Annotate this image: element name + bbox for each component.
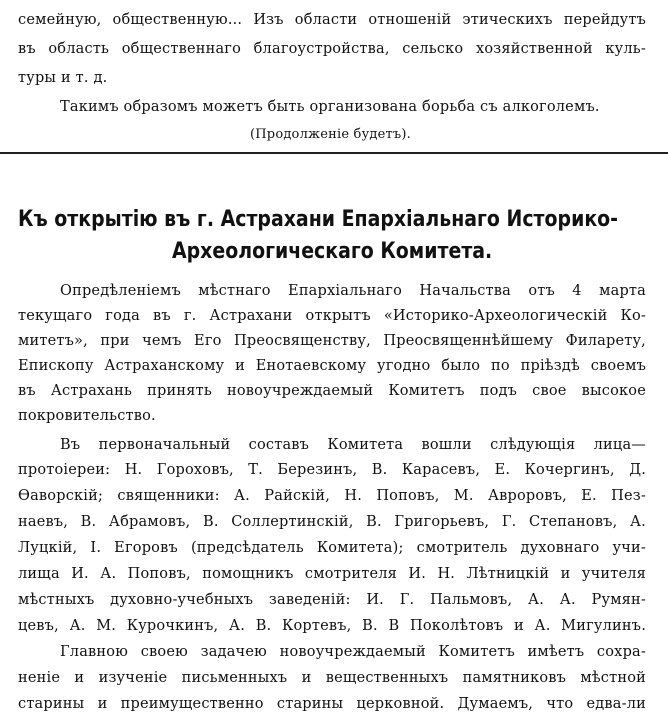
paragraph-line: Опредѣленіемъ мѣстнаго Епархіальнаго Начальства отъ 4 марта: [60, 283, 646, 299]
article-title-line-1: Къ открытію въ г. Астрахани Епархіальнаго Историко-: [18, 207, 619, 232]
paragraph-line: мѣстныхъ духовно-учебныхъ заведеній: И. Г. Пальмовъ, А. А. Румян-: [18, 592, 646, 608]
paragraph-line: неніе и изученіе письменныхъ и вещественныхъ памятниковъ мѣстной: [18, 670, 646, 686]
paragraph-line: Ѳаворскій; священники: А. Райскій, Н. Поповъ, М. Авроровъ, Е. Пез-: [18, 488, 646, 504]
paragraph-line: митетъ», при чемъ Его Преосвященству, Преосвященнѣйшему Филарету,: [18, 333, 646, 349]
paragraph-line: лища И. А. Поповъ, помощникъ смотрителя И. Н. Лѣтницкій и учителя: [18, 566, 646, 582]
text-line: туры и т. д.: [18, 70, 108, 86]
paragraph-line: протоіереи: Н. Гороховъ, Т. Березинъ, В. Карасевъ, Е. Кочергинъ, Д.: [18, 462, 646, 478]
continuation-note: (Продолженіе будетъ).: [250, 127, 411, 142]
section-divider: [0, 152, 668, 154]
paragraph-line: въ Астрахань принять новоучреждаемый Комитетъ подъ свое высокое: [18, 383, 646, 399]
paragraph-line: Епископу Астраханскому и Енотаевскому угодно было по пріѣздѣ своемъ: [18, 358, 646, 374]
paragraph-line: текущаго года въ г. Астрахани открытъ «Историко-Археологическій Ко-: [18, 308, 646, 324]
paragraph-line: Луцкій, І. Егоровъ (предсѣдатель Комитета); смотритель духовнаго учи-: [18, 540, 646, 556]
paragraph-line: Главною своею задачею новоучреждаемый Комитетъ имѣетъ сохра-: [60, 644, 646, 660]
text-line: Такимъ образомъ можетъ быть организована борьба съ алкоголемъ.: [60, 99, 600, 115]
text-line: въ область общественнаго благоустройства, сельско хозяйственной куль-: [18, 41, 646, 57]
paragraph-line: Въ первоначальный составъ Комитета вошли слѣдующія лица—: [60, 437, 646, 453]
paragraph-line: старины и преимущественно старины церковной. Думаемъ, что едва-ли: [18, 696, 646, 712]
paragraph-line: покровительство.: [18, 408, 156, 424]
paragraph-line: цевъ, А. М. Курочкинъ, А. В. Кортевъ, В. В Поколѣтовъ и А. Мигулинъ.: [18, 618, 646, 634]
article-title-line-2: Археологическаго Комитета.: [172, 239, 493, 264]
paragraph-line: наевъ, В. Абрамовъ, В. Соллертинскій, В. Григорьевъ, Г. Степановъ, А.: [18, 514, 646, 530]
text-line: семейную, общественную... Изъ области отношеній этическихъ перейдутъ: [18, 12, 646, 28]
